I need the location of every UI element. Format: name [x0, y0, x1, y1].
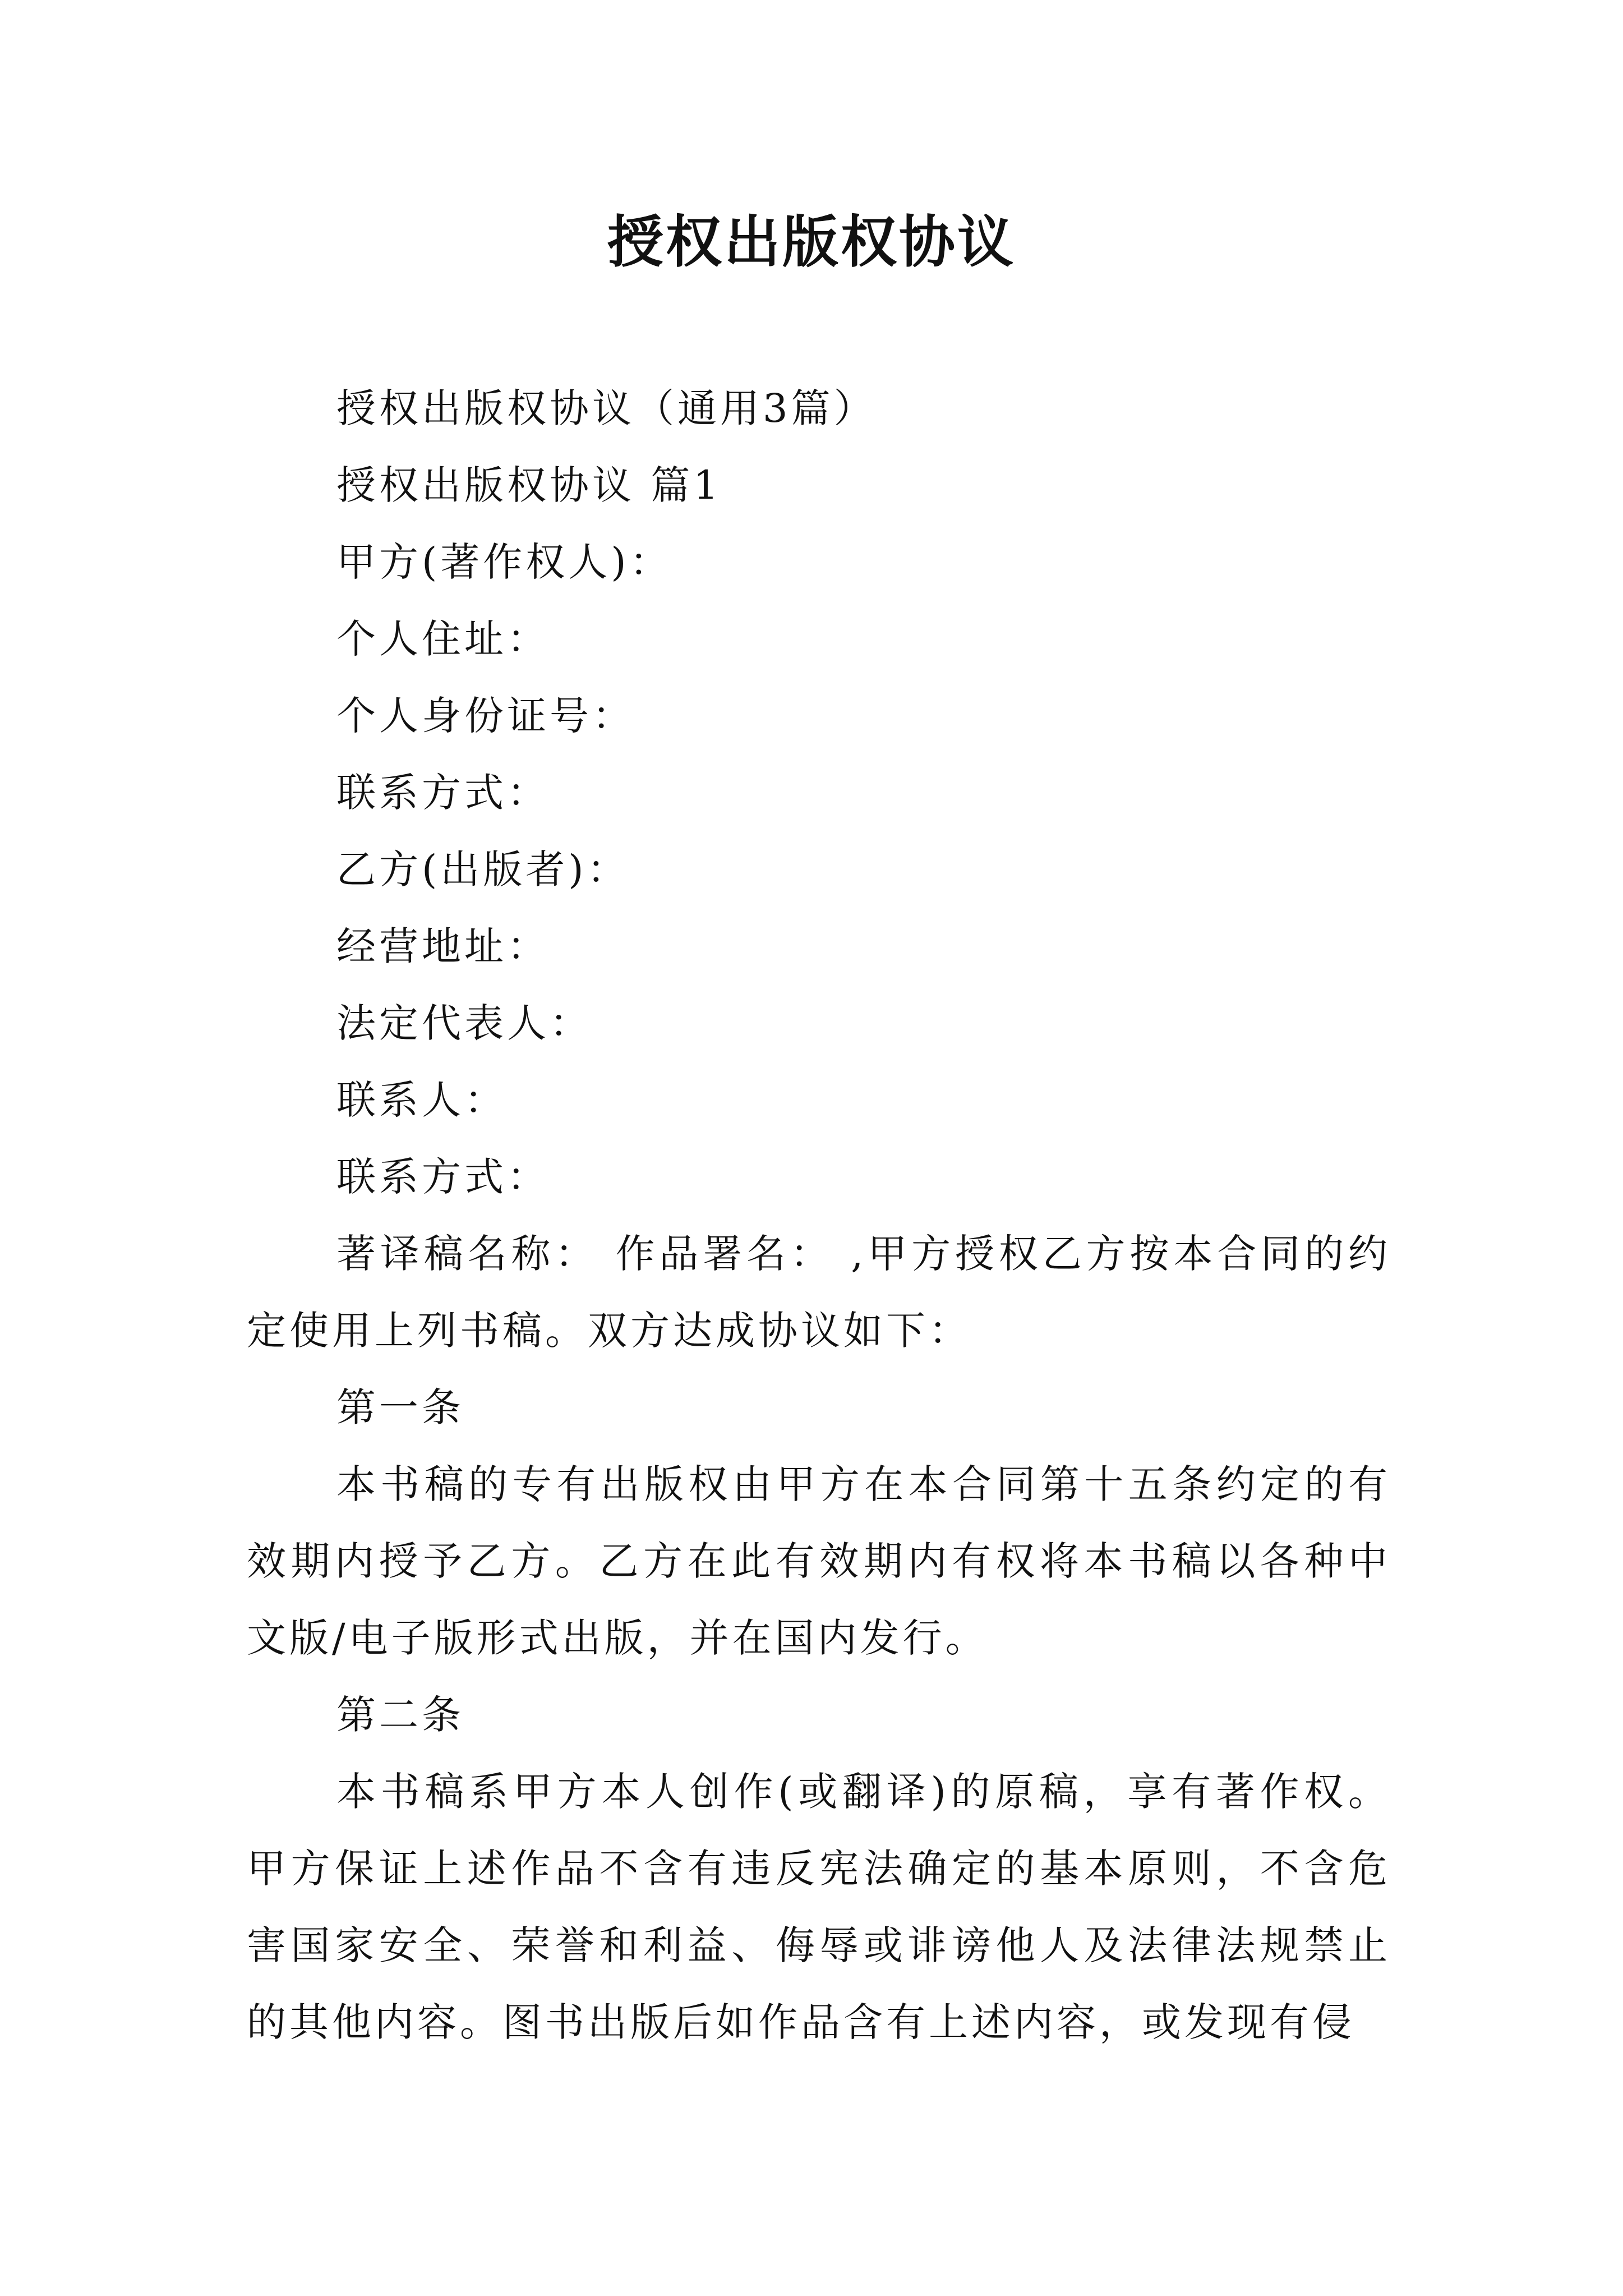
article-1-text: 本书稿的专有出版权由甲方在本合同第十五条约定的有效期内授予乙方。乙方在此有效期内有权将本书稿以各种中文版/电子版形式出版，并在国内发行。 [247, 1461, 1391, 1661]
party-a-label: 甲方(著作权人)： [336, 539, 672, 585]
paragraph-heading: 授权出版权协议（通用3篇） [336, 385, 877, 431]
article-2-text: 本书稿系甲方本人创作(或翻译)的原稿，享有著作权。甲方保证上述作品不含有违反宪法确定的基本原则，不含危害国家安全、荣誉和利益、侮辱或诽谤他人及法律法规禁止的其他内容。图书出版后如作品含有上述内容，或发现有侵 [247, 1769, 1391, 2045]
party-a-contact-label: 联系方式： [336, 770, 550, 816]
article-1-heading: 第一条 [336, 1384, 464, 1430]
party-b-label: 乙方(出版者)： [336, 846, 630, 892]
article-2-heading: 第二条 [336, 1692, 464, 1738]
party-b-address-label: 经营地址： [336, 923, 550, 969]
paragraph-manuscript: 著译稿名称： 作品署名： ,甲方授权乙方按本合同的约定使用上列书稿。双方达成协议如下： [247, 1231, 1391, 1354]
party-b-representative-label: 法定代表人： [336, 1000, 592, 1046]
document-title: 授权出版权协议 [607, 209, 1016, 275]
party-a-address-label: 个人住址： [336, 616, 550, 662]
party-b-contact-label: 联系方式： [336, 1154, 550, 1200]
party-b-contact-person-label: 联系人： [336, 1077, 507, 1123]
document-body [247, 370, 1391, 2061]
party-a-id-label: 个人身份证号： [336, 693, 635, 739]
paragraph-section-title: 授权出版权协议 篇1 [336, 462, 722, 508]
